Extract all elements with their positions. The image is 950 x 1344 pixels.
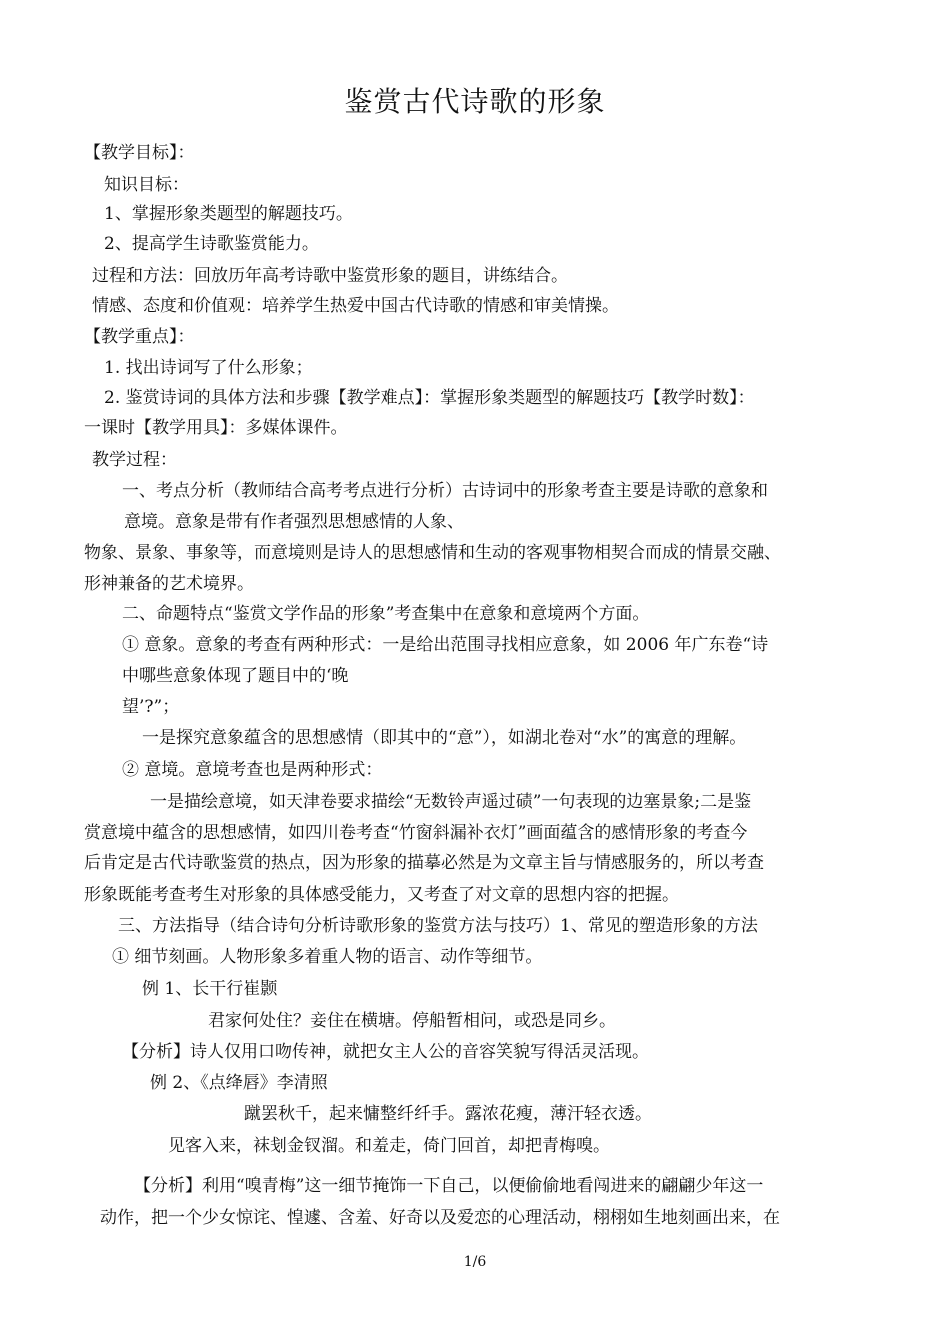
text-line: 一课时【教学用具】：多媒体课件。 bbox=[84, 418, 348, 438]
text-line: 【分析】利用“嗅青梅”这一细节掩饰一下自己，以便偷偷地看闯进来的翩翩少年这一 bbox=[134, 1176, 764, 1196]
text-line: ① 细节刻画。人物形象多着重人物的语言、动作等细节。 bbox=[112, 947, 543, 967]
text-line: 【教学目标】： bbox=[84, 143, 195, 163]
text-line: 一、考点分析（教师结合高考考点进行分析）古诗词中的形象考查主要是诗歌的意象和 bbox=[122, 481, 768, 501]
text-line: 形神兼备的艺术境界。 bbox=[84, 574, 254, 594]
text-line: 情感、态度和价值观：培养学生热爱中国古代诗歌的情感和审美情操。 bbox=[92, 296, 619, 316]
text-line: 中哪些意象体现了题目中的‘晚 bbox=[122, 666, 349, 686]
text-line: 知识目标： bbox=[104, 175, 189, 195]
text-line: 蹴罢秋千，起来慵整纤纤手。露浓花瘦，薄汗轻衣透。 bbox=[244, 1104, 652, 1124]
text-line: 三、方法指导（结合诗句分析诗歌形象的鉴赏方法与技巧）1、常见的塑造形象的方法 bbox=[118, 916, 758, 936]
text-line: 物象、景象、事象等，而意境则是诗人的思想感情和生动的客观事物相契合而成的情景交融、 bbox=[84, 543, 781, 563]
text-line: 见客入来，袜刬金钗溜。和羞走，倚门回首，却把青梅嗅。 bbox=[168, 1136, 610, 1156]
text-line: 1. 找出诗词写了什么形象； bbox=[104, 358, 313, 378]
text-line: 意境。意象是带有作者强烈思想感情的人象、 bbox=[124, 512, 464, 532]
text-line: ② 意境。意境考查也是两种形式： bbox=[122, 760, 383, 780]
text-line: 例 2、《点绛唇》李清照 bbox=[150, 1073, 328, 1093]
text-line: 形象既能考查考生对形象的具体感受能力，又考查了对文章的思想内容的把握。 bbox=[84, 885, 679, 905]
text-line: 过程和方法：回放历年高考诗歌中鉴赏形象的题目，讲练结合。 bbox=[92, 266, 568, 286]
page-number: 1/6 bbox=[463, 1254, 487, 1270]
text-line: 二、命题特点“鉴赏文学作品的形象”考查集中在意象和意境两个方面。 bbox=[122, 604, 650, 624]
text-line: 一是描绘意境，如天津卷要求描绘“无数铃声遥过碛”一句表现的边塞景象;二是鉴 bbox=[150, 792, 752, 812]
text-line: 后肯定是古代诗歌鉴赏的热点，因为形象的描摹必然是为文章主旨与情感服务的，所以考查 bbox=[84, 853, 764, 873]
text-line: ① 意象。意象的考查有两种形式：一是给出范围寻找相应意象，如 2006 年广东卷“诗 bbox=[122, 635, 769, 655]
text-line: 1、掌握形象类题型的解题技巧。 bbox=[104, 204, 353, 224]
text-line: 教学过程： bbox=[92, 450, 177, 470]
text-line: 动作，把一个少女惊诧、惶遽、含羞、好奇以及爱恋的心理活动，栩栩如生地刻画出来，在 bbox=[100, 1208, 780, 1228]
text-line: 例 1、长干行崔颢 bbox=[142, 979, 278, 999]
text-line: 2. 鉴赏诗词的具体方法和步骤【教学难点】：掌握形象类题型的解题技巧【教学时数】： bbox=[104, 388, 755, 408]
text-line: 赏意境中蕴含的思想感情，如四川卷考查“竹窗斜漏补衣灯”画面蕴含的感情形象的考查今 bbox=[84, 823, 748, 843]
text-line: 2、提高学生诗歌鉴赏能力。 bbox=[104, 234, 319, 254]
text-line: 【教学重点】： bbox=[84, 327, 195, 347]
text-line: 君家何处住？妾住在横塘。停船暂相问，或恐是同乡。 bbox=[208, 1011, 616, 1031]
document-title: 鉴赏古代诗歌的形象 bbox=[344, 85, 606, 118]
text-line: 望’?”； bbox=[122, 697, 180, 717]
text-line: 【分析】诗人仅用口吻传神，就把女主人公的音容笑貌写得活灵活现。 bbox=[122, 1042, 649, 1062]
text-line: 一是探究意象蕴含的思想感情（即其中的“意”），如湖北卷对“水”的寓意的理解。 bbox=[142, 728, 747, 748]
